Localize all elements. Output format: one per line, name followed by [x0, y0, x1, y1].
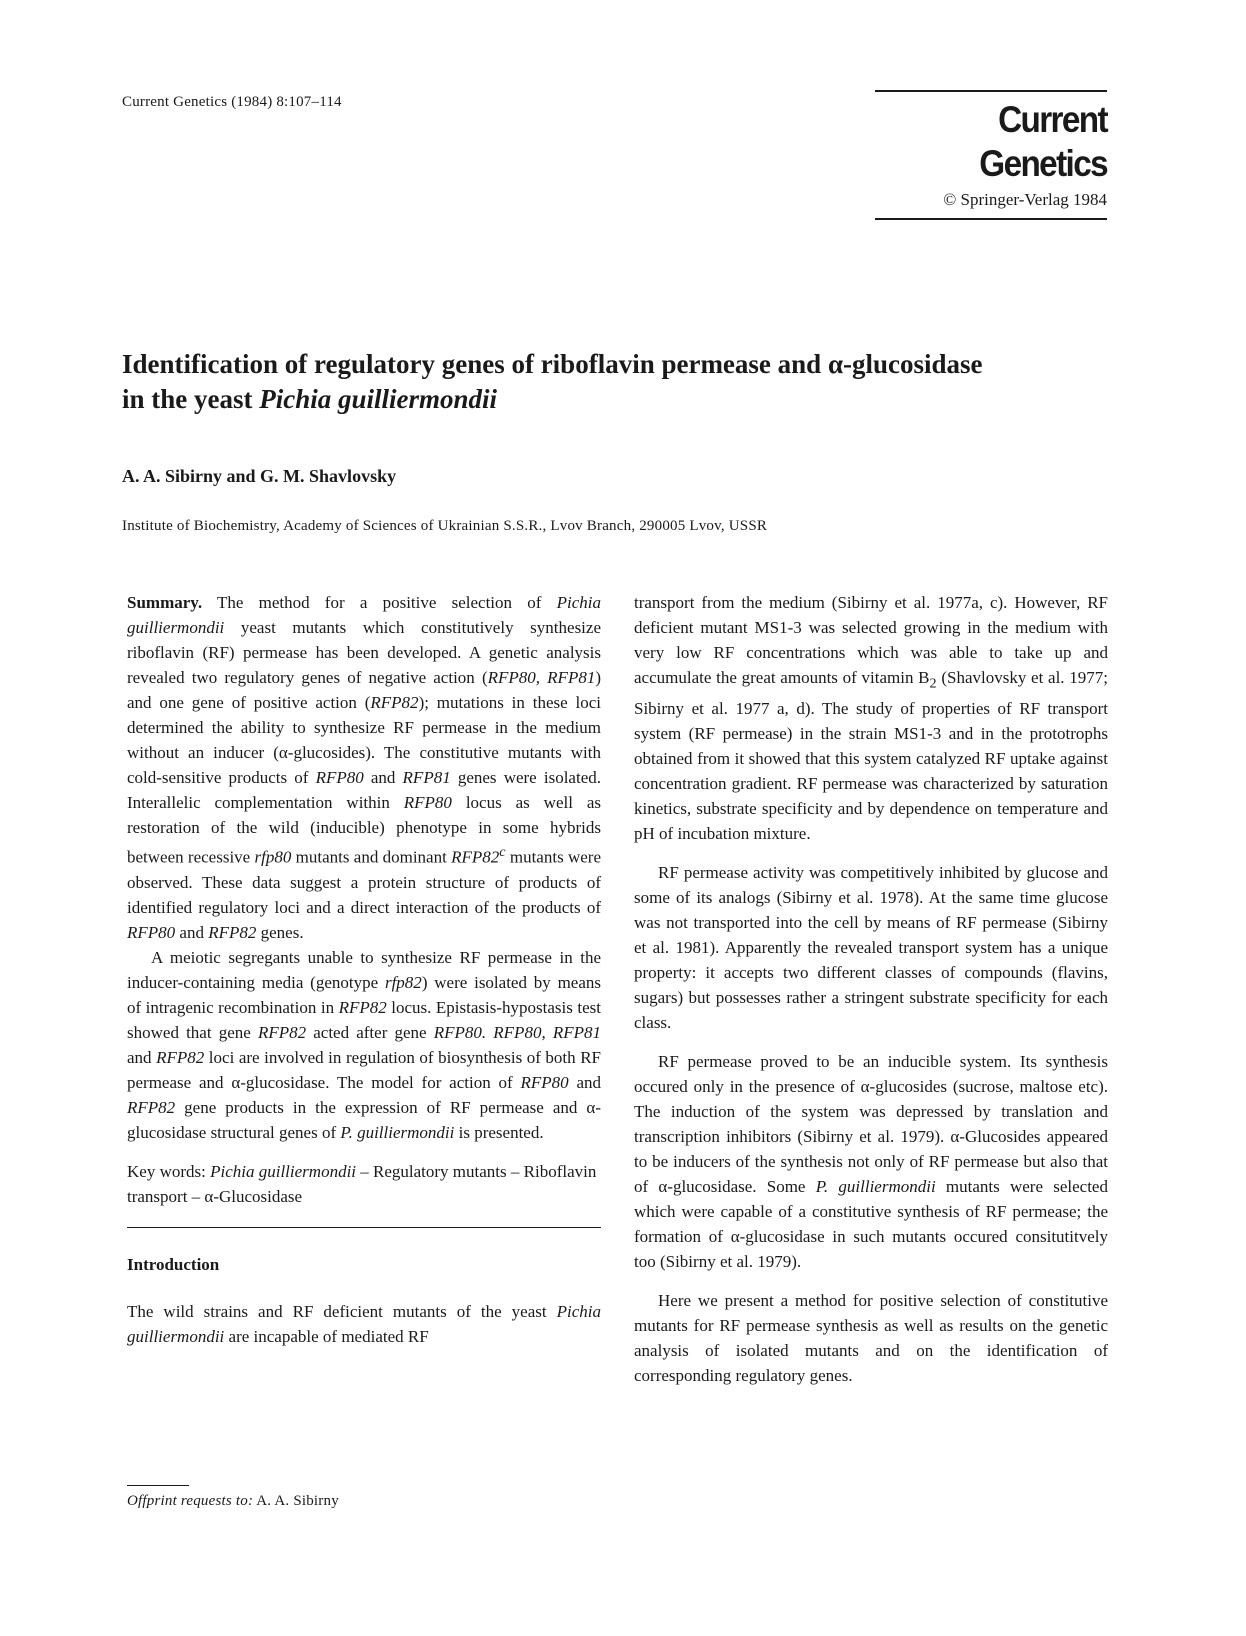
summary-text: A meiotic segregants unable to synthesize RF permease in the inducer-containing media (genotype [127, 947, 601, 992]
masthead-top-rule [875, 90, 1107, 92]
gene-name: RFP82 [156, 1047, 205, 1067]
gene-name: RFP80, RFP81 [487, 668, 596, 687]
summary-text: mutants and dominant [291, 847, 452, 867]
right-paragraph-1 [634, 590, 1108, 846]
intro-text: The wild strains and RF deficient mutants of the yeast [127, 1301, 557, 1321]
summary-text: and [363, 768, 403, 787]
gene-name: RFP82 [208, 922, 257, 942]
introduction-heading: Introduction [127, 1254, 220, 1274]
right-column [634, 590, 1108, 1388]
summary-text: genes were isolated. Interallelic complementation within [127, 768, 601, 812]
gene-superscript: c [499, 844, 506, 860]
summary-text: ) and one gene of positive action ( [127, 668, 602, 712]
gene-name: RFP80 [127, 922, 176, 942]
summary-text: mutants were observed. These data suggest a protein structure of products of identified regulatory loci and a direct interaction of the products of [127, 847, 601, 917]
intro-text: are incapable of mediated RF [224, 1326, 429, 1346]
summary-text: is presented. [454, 1122, 544, 1142]
summary-label: Summary. [127, 593, 203, 612]
journal-citation: Current Genetics (1984) 8:107–114 [122, 94, 342, 110]
title-line-2 [122, 382, 1102, 417]
introduction-paragraph-1 [127, 1299, 601, 1349]
footnote-rule [127, 1485, 189, 1486]
offprint-footnote [127, 1493, 339, 1510]
body-text: transport from the medium (Sibirny et al. 1977a, c). However, RF deficient mutant MS1-3 was selected growing in the medium with very low RF concentrations which was able to take up and accumulate the great amounts of vitamin B [634, 593, 1108, 687]
summary-text: ) were isolated by means of intragenic recombination in [127, 972, 601, 1017]
species-name: P. guilliermondii [815, 1177, 936, 1197]
gene-name: RFP82 [370, 693, 419, 712]
right-paragraph-3 [634, 1049, 1108, 1274]
section-divider [127, 1227, 601, 1228]
summary-text: and [175, 922, 209, 942]
species-name: P. guilliermondii [340, 1122, 455, 1142]
summary-paragraph-2 [127, 945, 601, 1145]
keywords [127, 1159, 601, 1209]
subscript: 2 [929, 675, 937, 692]
masthead-bottom-rule [875, 218, 1107, 220]
gene-name: RFP80 [315, 768, 364, 787]
article-title [122, 347, 1102, 417]
summary-text: yeast mutants which constitutively synthesize riboflavin (RF) permease has been developed. A genetic analysis revealed two regulatory genes of negative action ( [127, 618, 601, 687]
summary-text: ); mutations in these loci determined the ability to synthesize RF permease in the medium without an inducer (α-glucosides). The constitutive mutants with cold-sensitive products of [127, 693, 601, 787]
gene-name: RFP80 [403, 793, 452, 812]
summary-text: loci are involved in regulation of biosynthesis of both RF permease and α-glucosidase. The model for action of [127, 1047, 601, 1092]
summary-text: locus. Epistasis-hypostasis test showed that gene [127, 997, 601, 1042]
gene-name: RFP82 [451, 847, 500, 867]
body-text: mutants were selected which were capable of a constitutive synthesis of RF permease; the formation of α-glucosidase in such mutants occured consitutitvely too (Sibirny et al. 1979). [634, 1177, 1108, 1272]
gene-name: rfp80 [254, 847, 292, 867]
body-text: (Shavlovsky et al. 1977; Sibirny et al. 1977 a, d). The study of properties of RF transport system (RF permease) in the strain MS1-3 and in the prototrophs obtained from it showed that this system catalyzed RF uptake against concentration gradient. RF permease was characterized by saturation kinetics, substrate specificity and by dependence on temperature and pH of incubation mixture. [634, 668, 1109, 844]
journal-logo: Current Genetics [979, 99, 1107, 184]
summary-text: acted after gene [306, 1022, 434, 1042]
summary-text: genes. [256, 922, 304, 942]
title-line-2-text: in the yeast [122, 384, 260, 414]
gene-name: RFP82 [338, 997, 387, 1017]
gene-name: RFP82 [257, 1022, 307, 1042]
left-column [127, 590, 601, 1349]
summary-text: and [568, 1072, 601, 1092]
journal-masthead [875, 90, 1107, 220]
keywords-text: – Regulatory mutants – Riboflavin transport – α-Glucosidase [127, 1161, 597, 1206]
species-name: Pichia guilliermondii [127, 593, 601, 637]
gene-name: rfp82 [384, 972, 422, 992]
summary-text: and [127, 1047, 157, 1067]
title-line-1: Identification of regulatory genes of riboflavin permease and α-glucosidase [122, 349, 983, 379]
gene-name: RFP80. RFP80, RFP81 [433, 1022, 601, 1042]
species-name: Pichia guilliermondii [127, 1301, 601, 1346]
gene-name: RFP82 [127, 1097, 176, 1117]
summary-text: The method for a positive selection of [202, 593, 557, 612]
summary-paragraph-1 [127, 590, 601, 945]
affiliation: Institute of Biochemistry, Academy of Sciences of Ukrainian S.S.R., Lvov Branch, 290005 Lvov, USSR [122, 518, 768, 534]
authors: A. A. Sibirny and G. M. Shavlovsky [122, 466, 397, 486]
keywords-label: Key words: [127, 1161, 206, 1181]
gene-name: RFP80 [520, 1072, 569, 1092]
species-name: Pichia guilliermondii [210, 1161, 357, 1181]
gene-name: RFP81 [402, 768, 451, 787]
right-paragraph-4: Here we present a method for positive selection of constitutive mutants for RF permease synthesis as well as results on the genetic analysis of isolated mutants and on the identification of corresponding regulatory genes. [634, 1291, 1108, 1386]
title-species: Pichia guilliermondii [259, 384, 498, 414]
copyright-notice: © Springer-Verlag 1984 [943, 190, 1107, 209]
body-text: RF permease proved to be an inducible system. Its synthesis occured only in the presence of α-glucosides (sucrose, maltose etc). The induction of the system was depressed by translation and transcription inhibitors (Sibirny et al. 1979). α-Glucosides appeared to be inducers of the synthesis not only of RF permease but also that of α-glucosidase. Some [634, 1052, 1108, 1197]
summary-text: locus as well as restoration of the wild (inducible) phenotype in some hybrids between recessive [127, 793, 601, 867]
right-paragraph-2: RF permease activity was competitively inhibited by glucose and some of its analogs (Sibirny et al. 1978). At the same time glucose was not transported into the cell by means of RF permease (Sibirny et al. 1981). Apparently the revealed transport system has a unique property: it accepts two different classes of compounds (flavins, sugars) but possesses rather a stringent substrate specificity for each class. [634, 863, 1108, 1033]
summary-text: gene products in the expression of RF permease and α-glucosidase structural genes of [127, 1097, 601, 1142]
footnote-label: Offprint requests to: [127, 1493, 254, 1509]
footnote-name: A. A. Sibirny [253, 1493, 339, 1509]
